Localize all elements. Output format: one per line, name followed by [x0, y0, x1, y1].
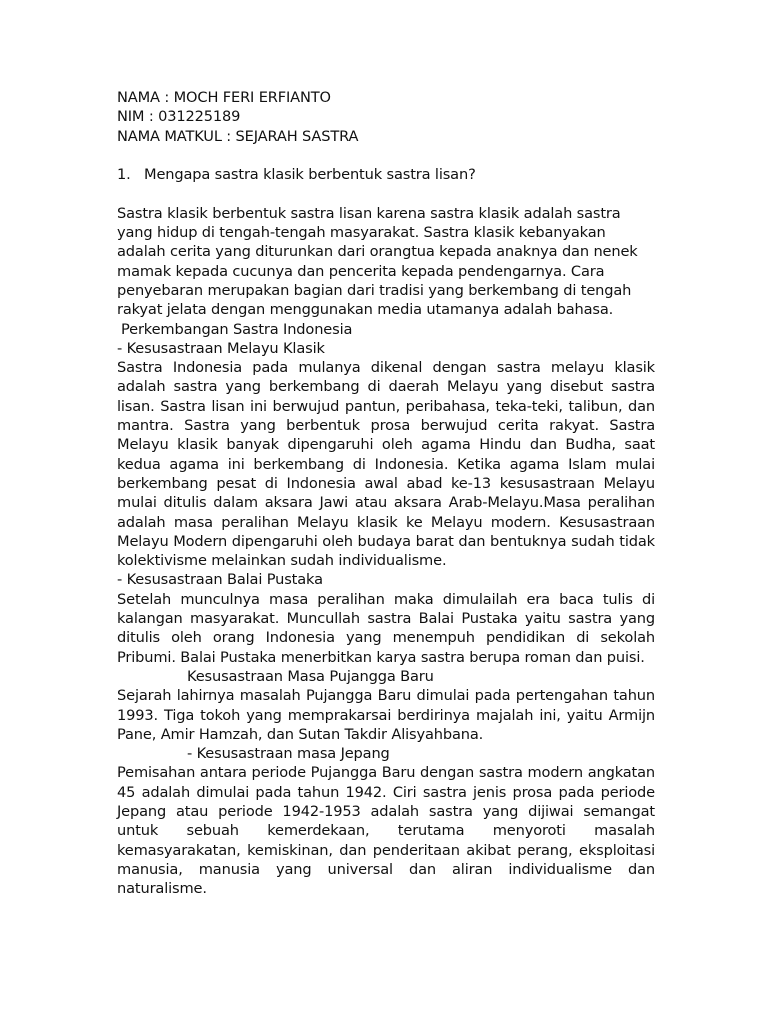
spacer — [117, 184, 655, 203]
section-heading-melayu-klasik: - Kesusastraan Melayu Klasik — [117, 339, 325, 357]
section-body-balai-pustaka: Setelah munculnya masa peralihan maka dimulailah era baca tulis di kalangan masyarakat. Muncullah sastra Balai Pustaka yaitu sastra yang ditulis oleh orang Indonesia yang menempuh pendidikan di sekolah Pribumi. Balai Pustaka menerbitkan karya sastra berupa roman dan puisi. — [117, 590, 655, 666]
course-name: NAMA MATKUL : SEJARAH SASTRA — [117, 127, 359, 145]
student-name: NAMA : MOCH FERI ERFIANTO — [117, 89, 331, 106]
document-page — [117, 88, 655, 898]
answer-paragraph: Sastra klasik berbentuk sastra lisan karena sastra klasik adalah sastra yang hidup di tengah-tengah masyarakat. Sastra klasik kebanyakan adalah cerita yang diturunkan dari orangtua kepada anaknya dan nenek mamak kepada cucunya dan pencerita kepada pendengarnya. Cara penyebaran merupakan bagian dari tradisi yang berkembang di tengah rakyat jelata dengan menggunakan media utamanya adalah bahasa. — [117, 204, 638, 319]
section-title: Perkembangan Sastra Indonesia — [121, 320, 353, 338]
section-heading-pujangga-baru: Kesusastraan Masa Pujangga Baru — [187, 667, 434, 685]
section-heading-masa-jepang: - Kesusastraan masa Jepang — [187, 745, 390, 763]
spacer — [117, 146, 655, 165]
section-heading-balai-pustaka: - Kesusastraan Balai Pustaka — [117, 571, 323, 589]
question — [117, 165, 655, 184]
section-body-melayu-klasik: Sastra Indonesia pada mulanya dikenal dengan sastra melayu klasik adalah sastra yang berkembang di daerah Melayu yang disebut sastra lisan. Sastra lisan ini berwujud pantun, peribahasa, teka-teki, talibun, dan mantra. Sastra yang berbentuk prosa berwujud cerita rakyat. Sastra Melayu klasik banyak dipengaruhi oleh agama Hindu dan Budha, saat kedua agama ini berkembang di Indonesia. Ketika agama Islam mulai berkembang pesat di Indonesia awal abad ke-13 kesusastraan Melayu mulai ditulis dalam aksara Jawi atau aksara Arab-Melayu.Masa peralihan adalah masa peralihan Melayu klasik ke Melayu modern. Kesusastraan Melayu Modern dipengaruhi oleh budaya barat dan bentuknya sudah tidak kolektivisme melainkan sudah individualisme. — [117, 359, 655, 570]
student-nim: NIM : 031225189 — [117, 108, 241, 126]
question-text: Mengapa sastra klasik berbentuk sastra lisan? — [144, 166, 476, 184]
question-number: 1. — [117, 166, 131, 184]
section-body-masa-jepang: Pemisahan antara periode Pujangga Baru dengan sastra modern angkatan 45 adalah dimulai pada tahun 1942. Ciri sastra jenis prosa pada periode Jepang atau periode 1942-1953 adalah sastra yang dijiwai semangat untuk sebuah kemerdekaan, terutama menyoroti masalah kemasyarakatan, kemiskinan, dan penderitaan akibat perang, eksploitasi manusia, manusia yang universal dan aliran individualisme dan naturalisme. — [117, 764, 655, 898]
section-body-pujangga-baru: Sejarah lahirnya masalah Pujangga Baru dimulai pada pertengahan tahun 1993. Tiga tokoh yang memprakarsai berdirinya majalah ini, yaitu Armijn Pane, Amir Hamzah, dan Sutan Takdir Alisyahbana. — [117, 687, 655, 743]
